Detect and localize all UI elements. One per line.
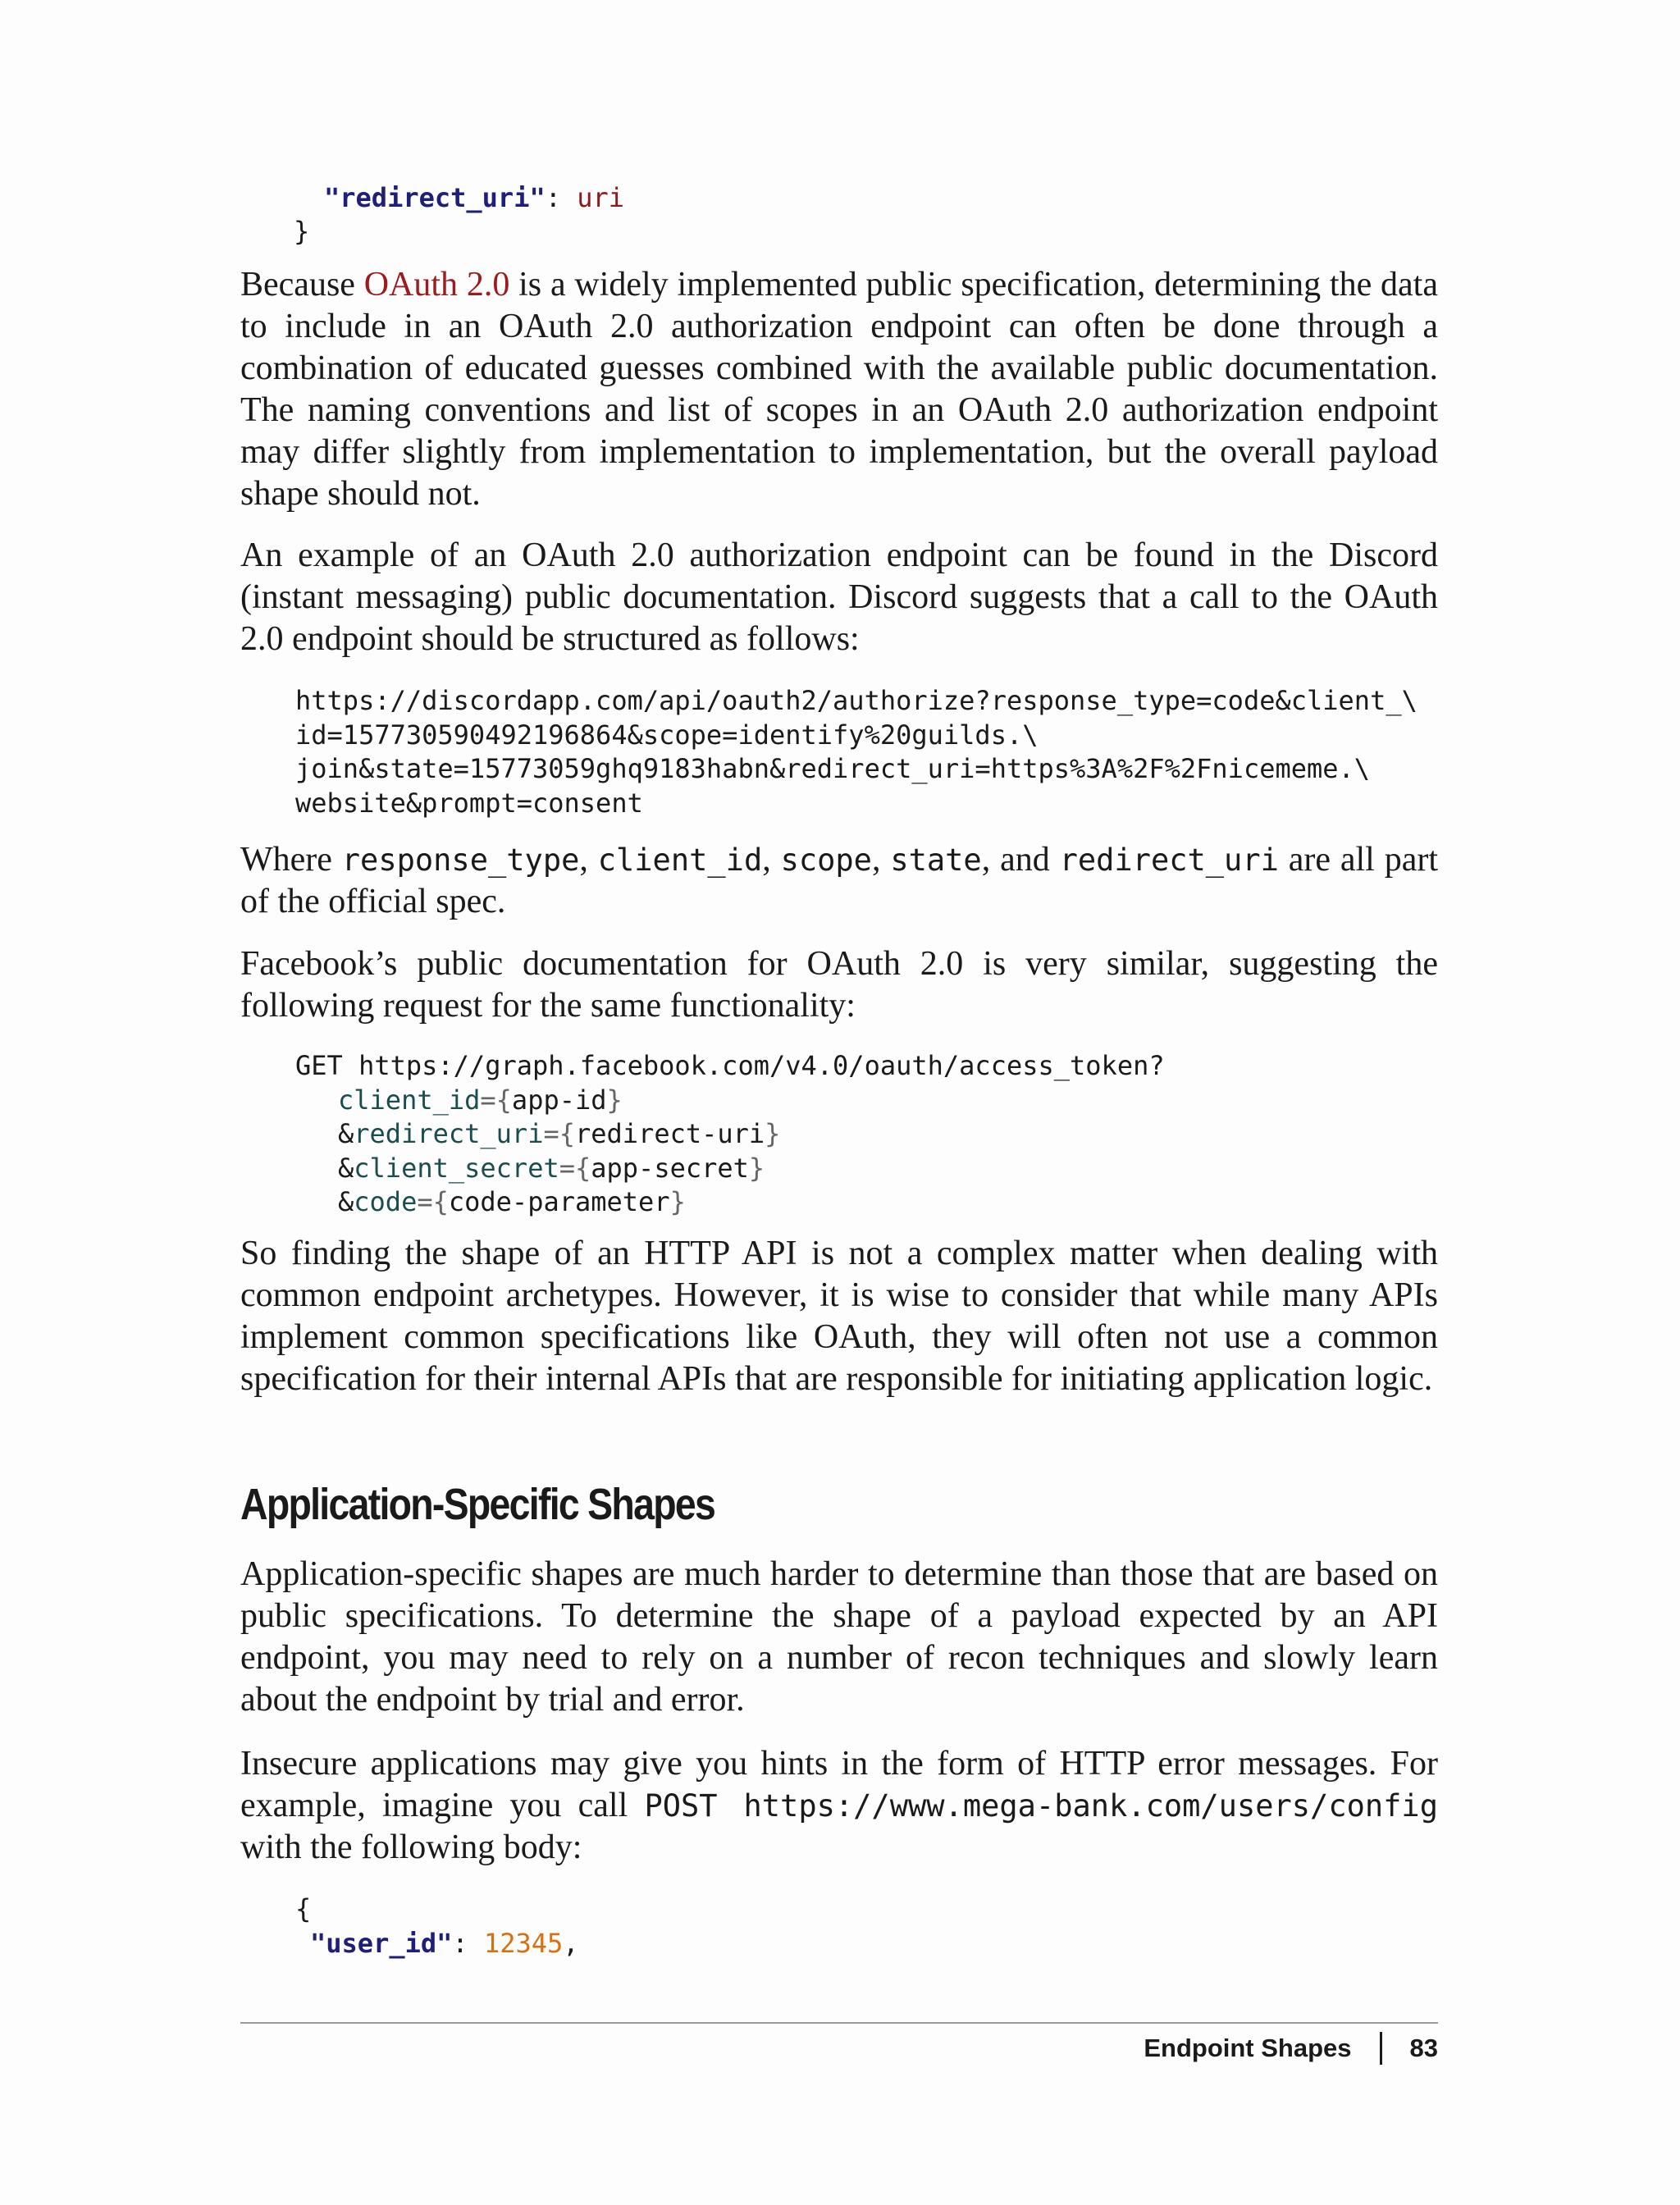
code-block-facebook-request bbox=[295, 1049, 1165, 1220]
code-line: id=157730590492196864&scope=identify%20guilds.\ bbox=[295, 719, 1039, 751]
footer-separator bbox=[1380, 2032, 1382, 2065]
oauth-link[interactable]: OAuth 2.0 bbox=[363, 266, 510, 304]
footer-rule bbox=[240, 2022, 1438, 2024]
json-value: uri bbox=[577, 182, 625, 213]
json-key: "redirect_uri" bbox=[324, 182, 546, 213]
inline-code-post-request: POST https://www.mega-bank.com/users/config bbox=[644, 1788, 1438, 1824]
inline-code-state: state bbox=[890, 842, 982, 878]
code-block-redirect-uri: "redirect_uri": uri bbox=[324, 182, 625, 213]
code-param-line: &client_secret={app-secret} bbox=[338, 1152, 765, 1184]
inline-code-scope: scope bbox=[780, 842, 872, 878]
json-number: 12345 bbox=[483, 1928, 564, 1959]
inline-code-redirect-uri: redirect_uri bbox=[1059, 842, 1279, 878]
paragraph-oauth-intro: Because OAuth 2.0 is a widely implemented public specification, determining the data to include in an OAuth 2.0 authorization endpoint can often be done through a combination of educated guesses combined with the available public documentation. The naming conventions and list of scopes in an OAuth 2.0 authorization endpoint may differ slightly from implementation to implementation, but the overall payload shape should not. bbox=[240, 266, 1438, 513]
code-line: join&state=15773059ghq9183habn&redirect_uri=https%3A%2F%2Fnicememe.\ bbox=[295, 753, 1371, 784]
paragraph-common-archetypes: So finding the shape of an HTTP API is not a complex matter when dealing with common endpoint archetypes. However, it is wise to consider that while many APIs implement common specifications like OAuth, they will often not use a common specification for their internal APIs that are responsible for initiating application logic. bbox=[240, 1235, 1438, 1398]
code-line: website&prompt=consent bbox=[295, 787, 643, 819]
code-line: GET https://graph.facebook.com/v4.0/oauth/access_token? bbox=[295, 1050, 1165, 1081]
page-footer bbox=[1144, 2032, 1438, 2065]
paragraph-facebook-example: Facebook’s public documentation for OAuth 2.0 is very similar, suggesting the following request for the same functionality: bbox=[240, 945, 1438, 1025]
page-number: 83 bbox=[1409, 2034, 1438, 2062]
code-open-brace: { bbox=[295, 1893, 312, 1924]
code-param-line: &redirect_uri={redirect-uri} bbox=[338, 1118, 781, 1149]
code-line: https://discordapp.com/api/oauth2/authorize?response_type=code&client_\ bbox=[295, 685, 1418, 716]
paragraph-oauth-params: Where response_type, client_id, scope, state, and redirect_uri are all part of the official spec. bbox=[240, 841, 1439, 920]
code-block-discord-url bbox=[295, 684, 1418, 820]
json-key: "user_id" bbox=[310, 1928, 453, 1959]
code-close-brace: } bbox=[294, 216, 310, 247]
paragraph-insecure-applications: Insecure applications may give you hints in the form of HTTP error messages. For example, imagine you call POST https://www.mega-bank.com/users/config with the following body: bbox=[240, 1745, 1438, 1866]
code-param-line: &code={code-parameter} bbox=[338, 1186, 686, 1217]
paragraph-application-specific: Application-specific shapes are much harder to determine than those that are based on public specifications. To determine the shape of a payload expected by an API endpoint, you may need to rely on a number of recon techniques and slowly learn about the endpoint by trial and error. bbox=[240, 1555, 1438, 1719]
section-heading: Application-Specific Shapes bbox=[240, 1480, 715, 1529]
footer-section-title: Endpoint Shapes bbox=[1144, 2034, 1352, 2062]
inline-code-response-type: response_type bbox=[341, 842, 580, 878]
code-param-line: client_id={app-id} bbox=[338, 1084, 623, 1116]
inline-code-client-id: client_id bbox=[597, 842, 763, 878]
code-block-user-id: "user_id": 12345, bbox=[310, 1928, 579, 1959]
paragraph-discord-example: An example of an OAuth 2.0 authorization endpoint can be found in the Discord (instant messaging) public documentation. Discord suggests that a call to the OAuth 2.0 endpoint should be structured as follows: bbox=[240, 536, 1438, 658]
